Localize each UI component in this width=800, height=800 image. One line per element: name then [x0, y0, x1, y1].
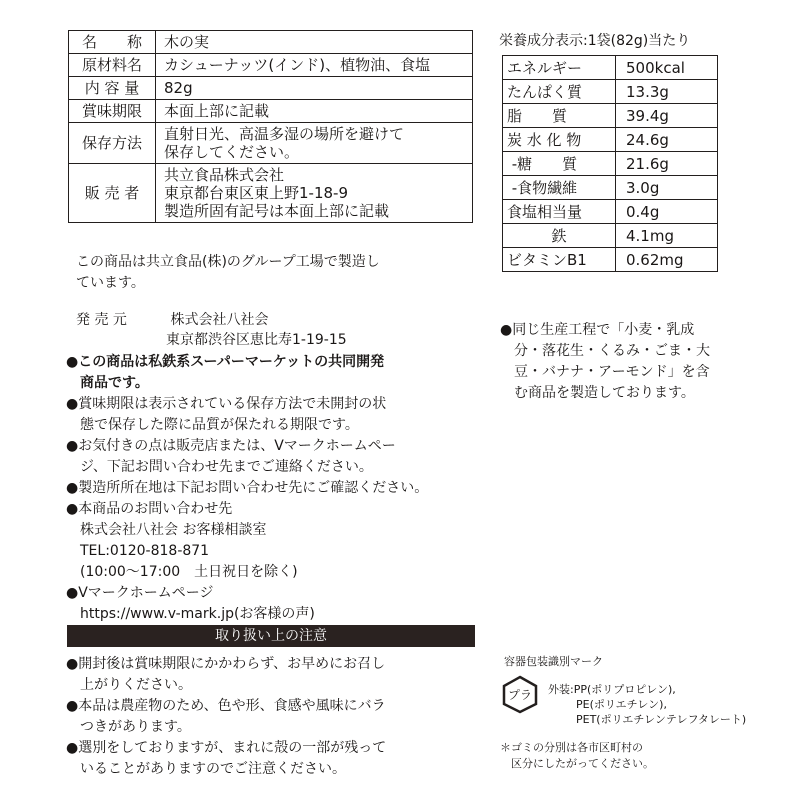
note-item: ●この商品は私鉄系スーパーマーケットの共同開発 商品です。: [66, 354, 385, 391]
seller-address: 東京都渋谷区恵比寿1-19-15: [166, 332, 347, 348]
seller-name: 株式会社八社会: [170, 312, 269, 328]
nutrition-row: [503, 176, 718, 200]
seller-block: [76, 310, 268, 330]
handling-list: [66, 654, 486, 780]
info-row-ingredients: [69, 54, 473, 77]
nutrition-row: [503, 248, 718, 272]
nutrient-value: 13.3g: [616, 80, 718, 104]
nutrient-name: 鉄: [503, 224, 616, 248]
info-value: カシューナッツ(インド)、植物油、食塩: [156, 54, 473, 77]
pla-recycle-icon: [500, 674, 540, 714]
nutrient-name: 炭 水 化 物: [503, 128, 616, 152]
allergen-note: ●同じ生産工程で「小麦・乳成 分・落花生・くるみ・ごま・大 豆・バナナ・アーモンド」を含 む商品を製造しております。: [500, 322, 710, 401]
info-label: 賞味期限: [69, 100, 156, 123]
nutrient-name: エネルギー: [503, 56, 616, 80]
nutrient-value: 21.6g: [616, 152, 718, 176]
info-label: 名 称: [69, 31, 156, 54]
nutrient-name: 食塩相当量: [503, 200, 616, 224]
nutrient-value: 3.0g: [616, 176, 718, 200]
packaging-line: 外装:PP(ポリプロピレン),: [548, 683, 676, 696]
nutrition-row: [503, 80, 718, 104]
nutrition-row: [503, 200, 718, 224]
info-value: 82g: [156, 77, 473, 100]
nutrient-value: 500kcal: [616, 56, 718, 80]
handling-header: 取り扱い上の注意: [67, 625, 475, 647]
note-item: ●お気付きの点は販売店または、Vマークホームペー ジ、下記お問い合わせ先までご連絡ください。: [66, 438, 396, 475]
nutrient-value: 39.4g: [616, 104, 718, 128]
info-row-name: [69, 31, 473, 54]
info-value: 共立食品株式会社 東京都台東区東上野1-18-9 製造所固有記号は本面上部に記載: [156, 164, 473, 223]
nutrition-row: [503, 104, 718, 128]
info-value: 直射日光、高温多湿の場所を避けて 保存してください。: [156, 123, 473, 164]
nutrient-name: -糖 質: [503, 152, 616, 176]
nutrient-value: 0.4g: [616, 200, 718, 224]
info-label: 原材料名: [69, 54, 156, 77]
nutrient-value: 4.1mg: [616, 224, 718, 248]
nutrient-value: 0.62mg: [616, 248, 718, 272]
handling-item: ●開封後は賞味期限にかかわらず、お早めにお召し 上がりください。: [66, 656, 386, 693]
info-row-content: [69, 77, 473, 100]
info-value: 木の実: [156, 31, 473, 54]
info-value: 本面上部に記載: [156, 100, 473, 123]
nutrition-table: [502, 55, 718, 272]
nutrition-title: 栄養成分表示:1袋(82g)当たり: [499, 33, 691, 49]
nutrient-name: ビタミンB1: [503, 248, 616, 272]
note-item: ●製造所所在地は下記お問い合わせ先にご確認ください。: [66, 480, 429, 496]
packaging-line: PE(ポリエチレン),: [576, 698, 667, 711]
nutrient-name: たんぱく質: [503, 80, 616, 104]
disposal-note: ＊ゴミの分別は各市区町村の 区分にしたがってください。: [500, 741, 654, 770]
info-row-expiry: [69, 100, 473, 123]
packaging-lines: [548, 682, 746, 727]
info-row-seller: [69, 164, 473, 223]
product-info-table: [68, 30, 473, 223]
nutrient-name: -食物繊維: [503, 176, 616, 200]
nutrition-row: [503, 128, 718, 152]
pla-mark-text: プラ: [507, 688, 533, 702]
packaging-line: PET(ポリエチレンテレフタレート): [576, 713, 747, 726]
note-item: ●本商品のお問い合わせ先 株式会社八社会 お客様相談室 TEL:0120-818-871 (10:00〜17:00 土日祝日を除く): [66, 501, 298, 580]
info-label: 販 売 者: [69, 164, 156, 223]
nutrition-row: [503, 56, 718, 80]
factory-note: この商品は共立食品(株)のグループ工場で製造し ています。: [76, 254, 380, 291]
info-row-storage: [69, 123, 473, 164]
note-item: ●賞味期限は表示されている保存方法で未開封の状 態で保存した際に品質が保たれる期限です。: [66, 396, 387, 433]
handling-item: ●選別をしておりますが、まれに殻の一部が残って いることがありますのでご注意ください。: [66, 740, 387, 777]
note-item: ●Vマークホームページ https://www.v-mark.jp(お客様の声): [66, 585, 315, 622]
packaging-title: 容器包装識別マーク: [504, 655, 603, 668]
seller-label: 発 売 元: [76, 312, 127, 328]
nutrition-row: [503, 224, 718, 248]
nutrient-name: 脂 質: [503, 104, 616, 128]
info-label: 内 容 量: [69, 77, 156, 100]
info-label: 保存方法: [69, 123, 156, 164]
handling-item: ●本品は農産物のため、色や形、食感や風味にバラ つきがあります。: [66, 698, 386, 735]
nutrition-row: [503, 152, 718, 176]
notes-list: [66, 352, 486, 625]
nutrient-value: 24.6g: [616, 128, 718, 152]
